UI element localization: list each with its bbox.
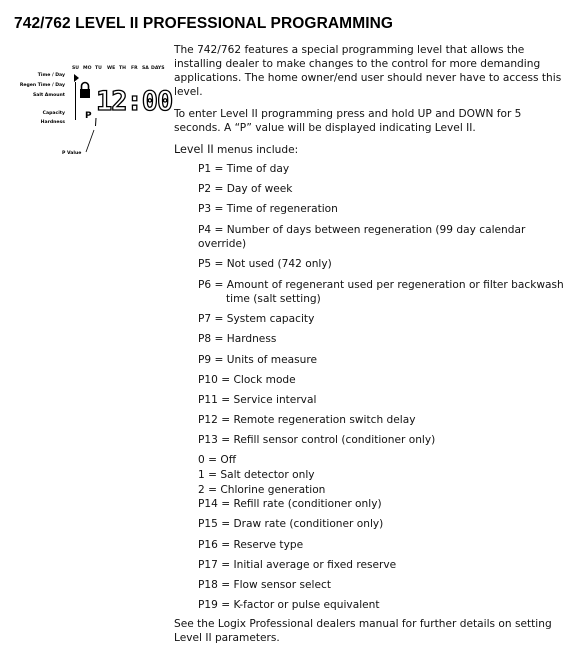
menu-item: P5 = Not used (742 only) xyxy=(198,258,332,270)
menu-item: P3 = Time of regeneration xyxy=(198,203,338,215)
regen-time-label: Regen Time / Day xyxy=(19,83,65,88)
option-line: 0 = Off xyxy=(198,454,236,466)
time-readout: 12:00 xyxy=(96,86,173,117)
menu-item: P10 = Clock mode xyxy=(198,374,296,386)
menu-item: P4 = Number of days between regeneration (99 day calendar xyxy=(198,224,526,236)
option-line: 2 = Chlorine generation xyxy=(198,484,326,496)
menus-heading-lead: Level II xyxy=(174,143,214,156)
menu-item: P1 = Time of day xyxy=(198,163,290,175)
lock-icon xyxy=(80,83,90,99)
menu-item: P8 = Hardness xyxy=(198,333,277,345)
menus-heading-rest: menus include: xyxy=(213,144,299,156)
menu-item: P19 = K-factor or pulse equivalent xyxy=(198,599,380,611)
hardness-label: Hardness xyxy=(40,120,65,125)
day-label: TU xyxy=(95,66,102,71)
capacity-label: Capacity xyxy=(42,111,65,116)
menu-item: P14 = Refill rate (conditioner only) xyxy=(198,498,382,510)
day-label: FR xyxy=(131,66,138,71)
footer-line: See the Logix Professional dealers manual for further details on setting xyxy=(174,618,552,630)
intro-line: level. xyxy=(174,86,203,98)
pvalue-label: P Value xyxy=(62,151,82,156)
menu-item: P15 = Draw rate (conditioner only) xyxy=(198,518,384,530)
menu-item: P18 = Flow sensor select xyxy=(198,579,331,591)
salt-amount-label: Salt Amount xyxy=(32,93,65,98)
time-day-label: Time / Day xyxy=(37,73,65,78)
menu-item: P7 = System capacity xyxy=(198,313,315,325)
day-label: WE xyxy=(107,66,116,71)
intro-paragraph xyxy=(174,43,561,99)
menus-heading xyxy=(174,143,298,156)
pvalue-leader-line xyxy=(52,116,102,156)
menu-item-continuation: time (salt setting) xyxy=(226,293,321,305)
menu-item: P6 = Amount of regenerant used per regeneration or filter backwash xyxy=(198,279,564,291)
day-label: SA xyxy=(142,66,149,71)
day-label: DAYS xyxy=(151,66,165,71)
menu-item: P11 = Service interval xyxy=(198,394,317,406)
enter-line: To enter Level II programming press and hold UP and DOWN for 5 xyxy=(174,108,522,120)
day-label: MO xyxy=(83,66,92,71)
enter-line: seconds. A “P” value will be displayed indicating Level II. xyxy=(174,122,476,134)
footer-line: Level II parameters. xyxy=(174,632,280,644)
menu-item: P16 = Reserve type xyxy=(198,539,304,551)
intro-line: applications. The home owner/end user should never have to access this xyxy=(174,72,562,84)
footer-paragraph xyxy=(174,617,552,645)
menu-item: P12 = Remote regeneration switch delay xyxy=(198,414,416,426)
menu-item: P2 = Day of week xyxy=(198,183,293,195)
menu-item: P17 = Initial average or fixed reserve xyxy=(198,559,397,571)
menu-item-continuation: override) xyxy=(198,238,247,250)
menu-item: P13 = Refill sensor control (conditioner only) xyxy=(198,434,436,446)
enter-paragraph xyxy=(174,107,521,135)
menu-item: P9 = Units of measure xyxy=(198,354,317,366)
indicator-arrow-icon xyxy=(74,74,79,82)
intro-line: installing dealer to make changes to the control for more demanding xyxy=(174,58,541,70)
page-title: 742/762 LEVEL II PROFESSIONAL PROGRAMMING xyxy=(14,15,394,32)
day-label: TH xyxy=(119,66,126,71)
control-display-diagram xyxy=(19,62,173,162)
intro-line: The 742/762 features a special programming level that allows the xyxy=(174,44,525,56)
p-indicator: P xyxy=(85,111,92,121)
option-line: 1 = Salt detector only xyxy=(198,469,315,481)
day-label: SU xyxy=(72,66,80,71)
